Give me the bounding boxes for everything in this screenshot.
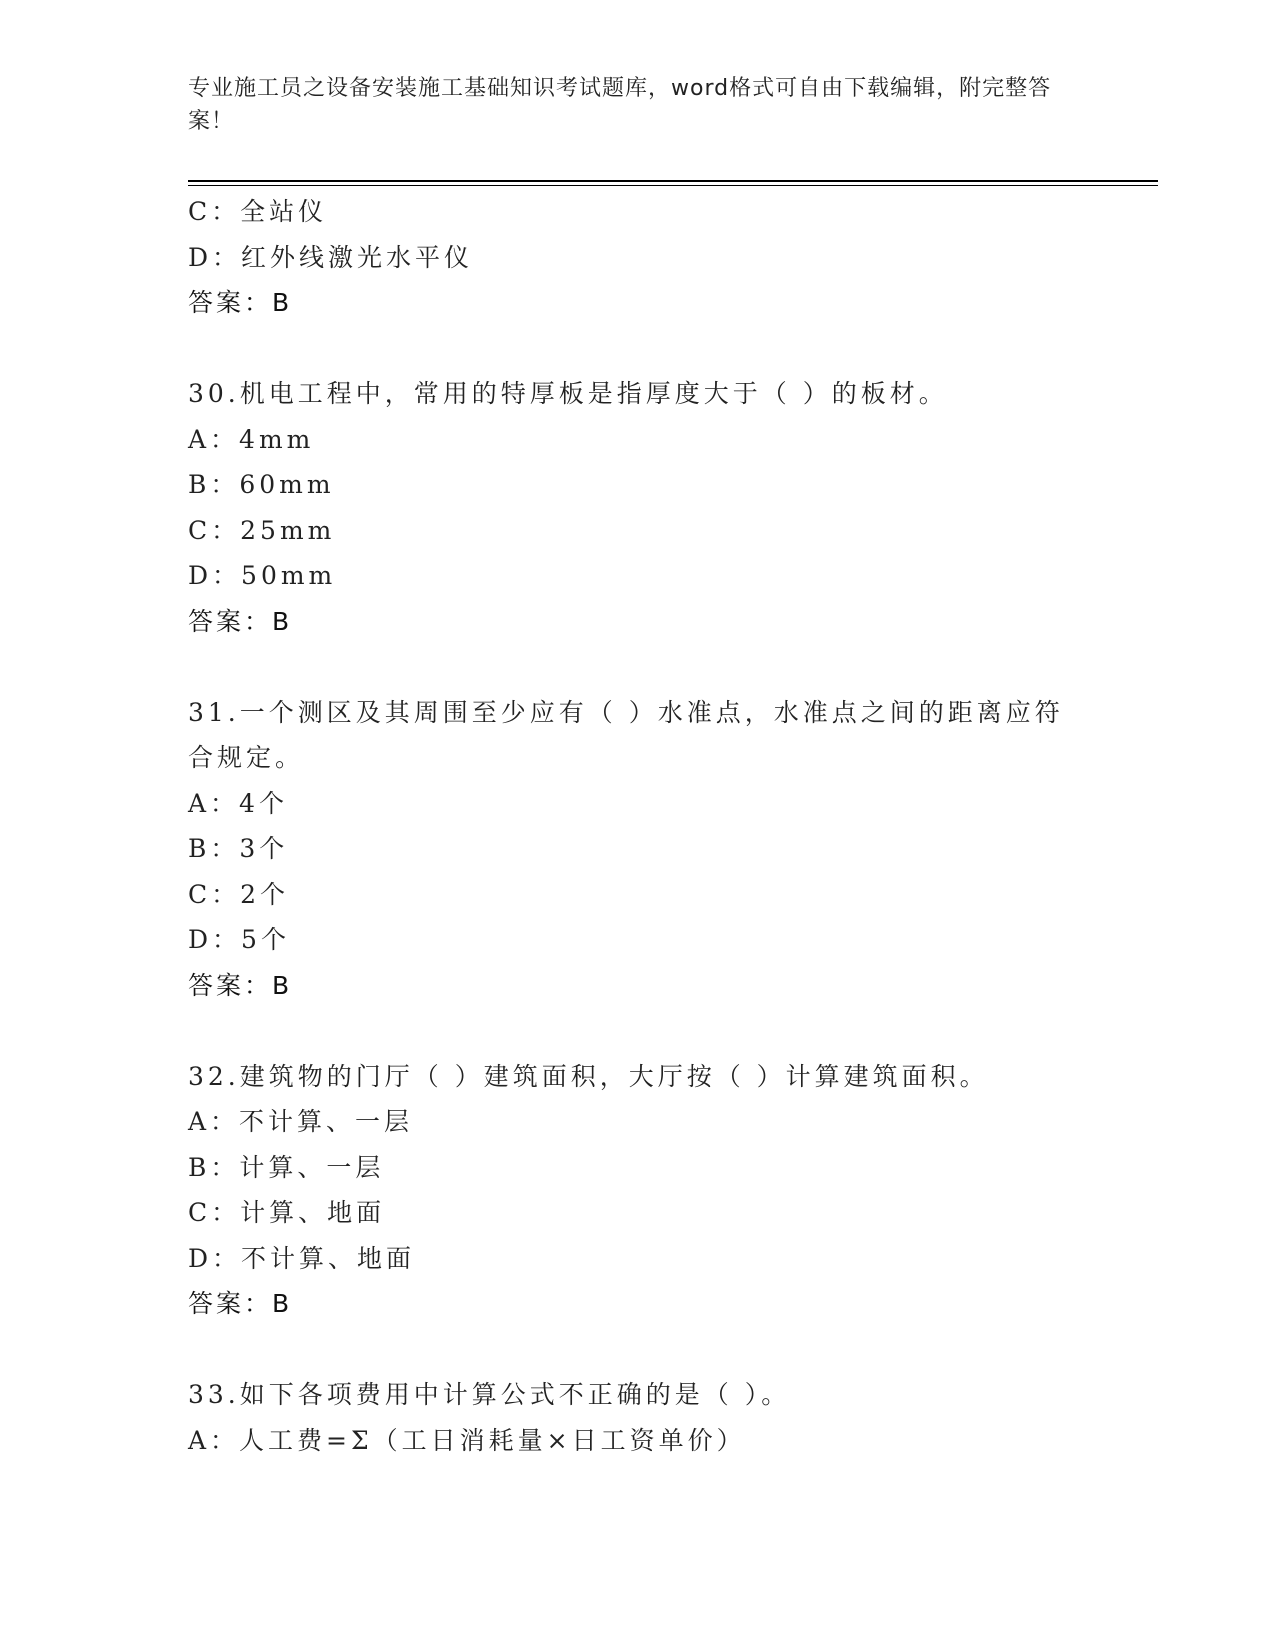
answer-line: 答案：B xyxy=(188,288,293,317)
option-line: A：4mm xyxy=(188,424,315,454)
option-line: B：计算、一层 xyxy=(188,1152,385,1182)
question-text: 33.如下各项费用中计算公式不正确的是（ ）。 xyxy=(188,1380,791,1409)
header-rule-thin xyxy=(188,185,1158,186)
option-line: D：不计算、地面 xyxy=(188,1243,416,1273)
spacer xyxy=(188,326,1088,372)
question-text: 31.一个测区及其周围至少应有（ ）水准点，水准点之间的距离应符合规定。 xyxy=(188,697,1064,772)
option-line: A：不计算、一层 xyxy=(188,1107,414,1136)
spacer xyxy=(188,1327,1088,1373)
option-line: B：60mm xyxy=(188,470,335,499)
spacer xyxy=(188,1008,1088,1054)
question-list xyxy=(188,189,1088,1463)
option-line: D：50mm xyxy=(188,561,337,590)
option-line: C：2个 xyxy=(188,879,290,909)
question-text: 30.机电工程中，常用的特厚板是指厚度大于（ ）的板材。 xyxy=(188,379,948,408)
option-line: A：4个 xyxy=(188,788,288,818)
answer-line: 答案：B xyxy=(188,970,293,1000)
option-line: B：3个 xyxy=(188,834,289,863)
option-line: A：人工费=Σ（工日消耗量×日工资单价） xyxy=(188,1425,746,1455)
option-line: C：25mm xyxy=(188,515,336,545)
option-line: C：计算、地面 xyxy=(188,1198,386,1227)
question-text: 32.建筑物的门厅（ ）建筑面积，大厅按（ ）计算建筑面积。 xyxy=(188,1061,989,1091)
document-header: 专业施工员之设备安装施工基础知识考试题库，word格式可自由下载编辑，附完整答案！ xyxy=(188,76,1052,134)
option-line: D：5个 xyxy=(188,925,290,954)
header-rule-thick xyxy=(188,180,1158,182)
option-line: C：全站仪 xyxy=(188,197,328,226)
answer-line: 答案：B xyxy=(188,606,293,636)
answer-line: 答案：B xyxy=(188,1289,293,1318)
option-line: D：红外线激光水平仪 xyxy=(188,242,474,272)
spacer xyxy=(188,644,1088,690)
